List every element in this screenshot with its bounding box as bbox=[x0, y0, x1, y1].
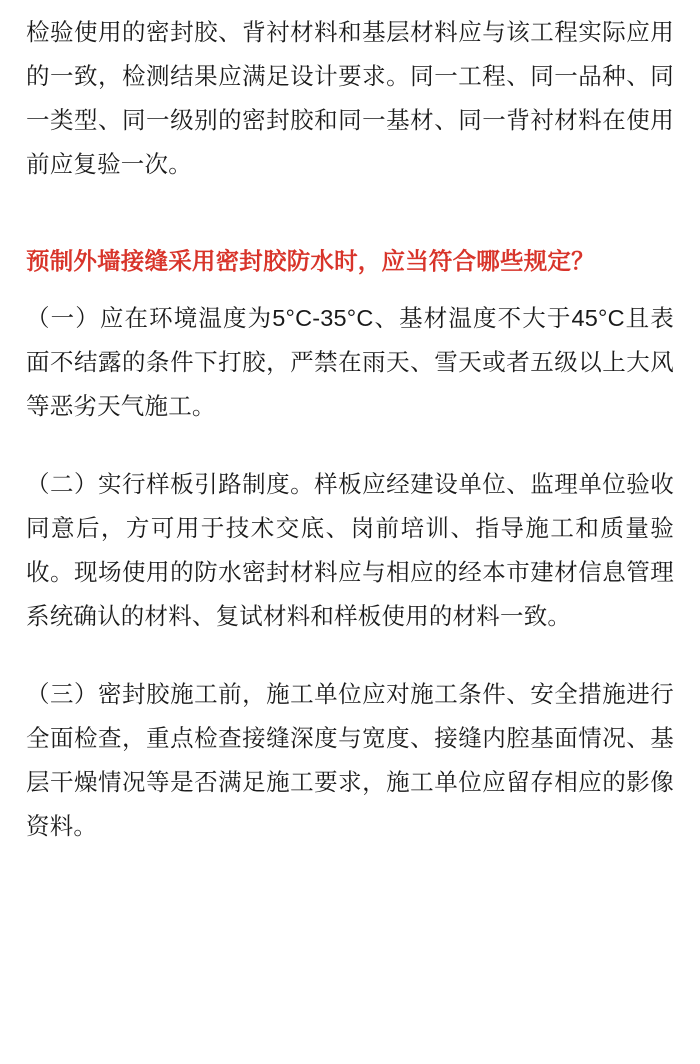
spacer bbox=[26, 638, 674, 672]
spacer bbox=[26, 284, 674, 296]
section-heading: 预制外墙接缝采用密封胶防水时，应当符合哪些规定？ bbox=[26, 248, 595, 274]
intro-paragraph: 检验使用的密封胶、背衬材料和基层材料应与该工程实际应用的一致，检测结果应满足设计要求。同一工程、同一品种、同一类型、同一级别的密封胶和同一基材、同一背衬材料在使用前应复验一次。 bbox=[26, 19, 674, 177]
item-three: （三）密封胶施工前，施工单位应对施工条件、安全措施进行全面检查，重点检查接缝深度与宽度、接缝内腔基面情况、基层干燥情况等是否满足施工要求，施工单位应留存相应的影像资料。 bbox=[26, 681, 674, 839]
item-two: （二）实行样板引路制度。样板应经建设单位、监理单位验收同意后，方可用于技术交底、岗前培训、指导施工和质量验收。现场使用的防水密封材料应与相应的经本市建材信息管理系统确认的材料、复试材料和样板使用的材料一致。 bbox=[26, 471, 674, 629]
spacer bbox=[26, 428, 674, 462]
spacer bbox=[26, 186, 674, 238]
item-one: （一）应在环境温度为5°C-35°C、基材温度不大于45°C且表面不结露的条件下打胶，严禁在雨天、雪天或者五级以上大风等恶劣天气施工。 bbox=[26, 305, 674, 419]
